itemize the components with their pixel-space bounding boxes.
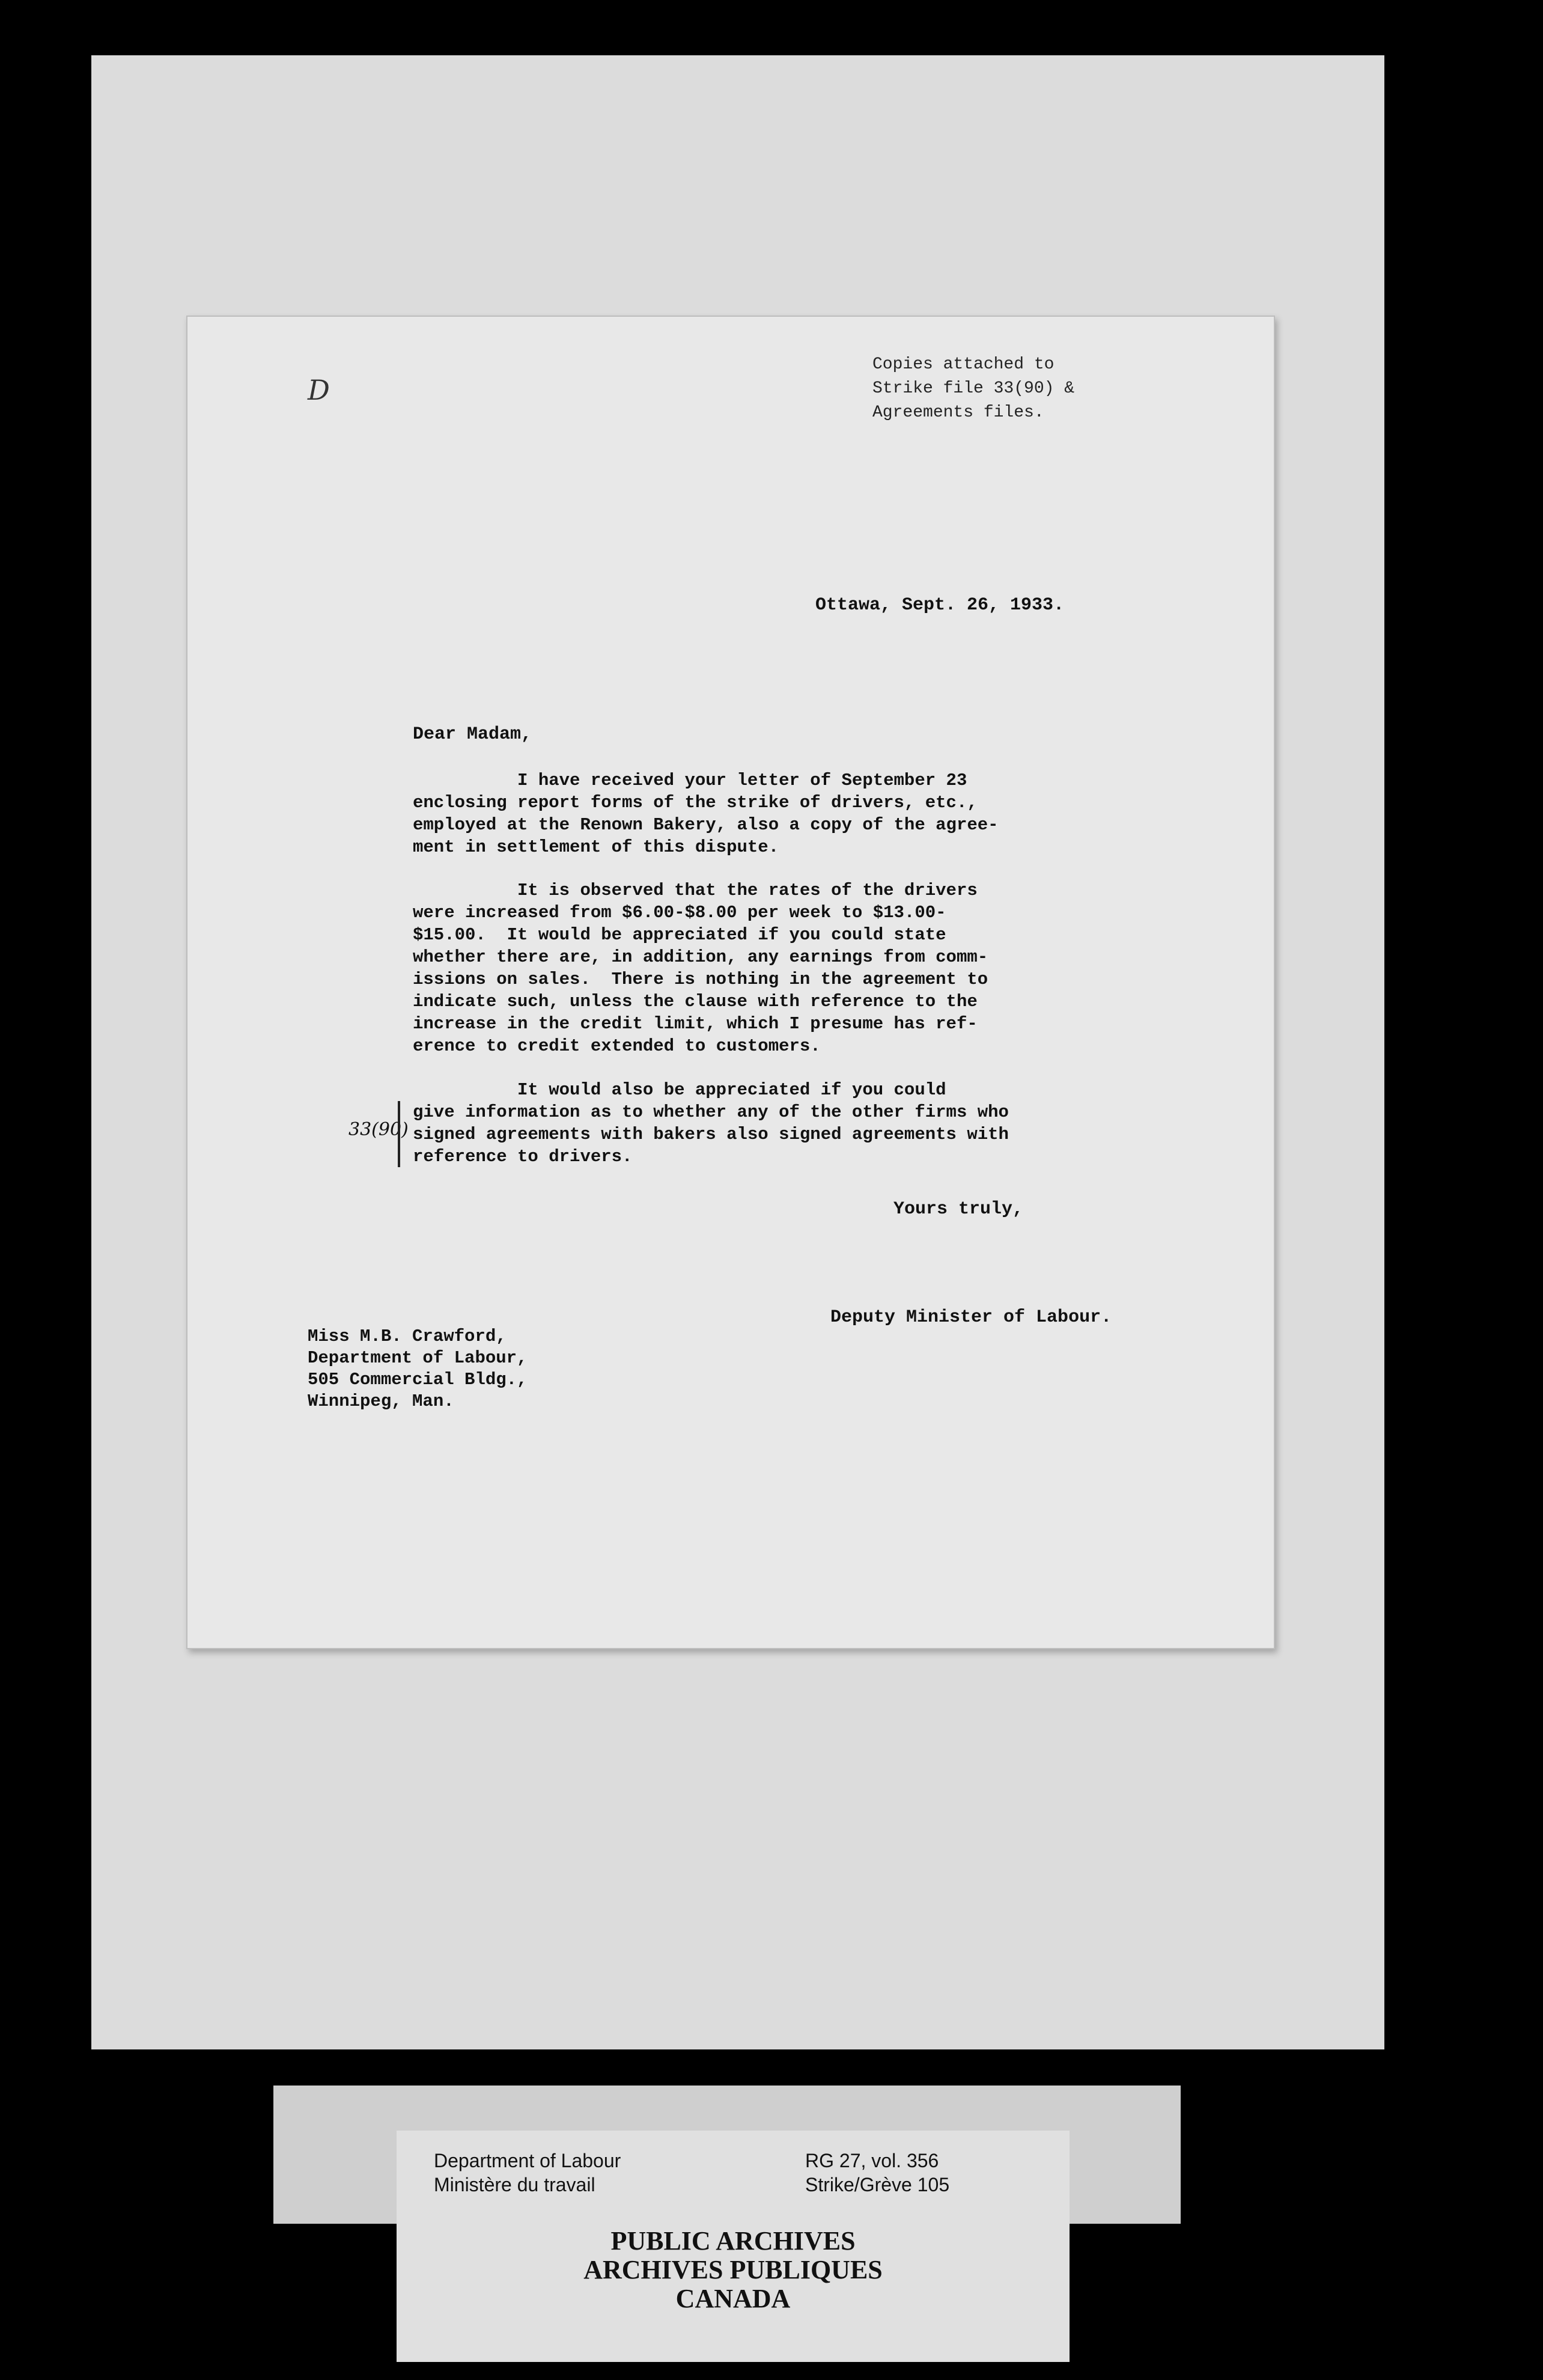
body-line: It would also be appreciated if you could — [413, 1080, 946, 1100]
address-line: Department of Labour, — [308, 1348, 528, 1368]
label-ref-strike: Strike/Grève 105 — [805, 2174, 950, 2195]
address-line: Winnipeg, Man. — [308, 1391, 454, 1411]
body-line: give information as to whether any of the other firms who — [413, 1102, 1009, 1122]
body-line: I have received your letter of September 23 — [413, 770, 967, 790]
body-line: ment in settlement of this dispute. — [413, 837, 779, 857]
body-line: were increased from $6.00-$8.00 per week to $13.00- — [413, 903, 946, 923]
body-line: whether there are, in addition, any earnings from comm- — [413, 947, 988, 967]
stamp-line: PUBLIC ARCHIVES — [610, 2226, 856, 2256]
address-line: 505 Commercial Bldg., — [308, 1370, 528, 1390]
address-line: Miss M.B. Crawford, — [308, 1326, 507, 1346]
handwritten-mark: D — [308, 374, 330, 406]
body-line: increase in the credit limit, which I presume has ref- — [413, 1014, 978, 1034]
closing: Yours truly, — [893, 1199, 1024, 1219]
body-line: enclosing report forms of the strike of drivers, etc., — [413, 793, 978, 813]
letter-page — [186, 316, 1275, 1649]
body-line: indicate such, unless the clause with reference to the — [413, 992, 978, 1012]
signature-title: Deputy Minister of Labour. — [830, 1307, 1112, 1328]
label-ref-volume: RG 27, vol. 356 — [805, 2150, 939, 2171]
copies-note: Copies attached to Strike file 33(90) & Agreements files. — [872, 355, 1075, 422]
stamp-line: ARCHIVES PUBLIQUES — [583, 2255, 883, 2284]
stamp-line: CANADA — [675, 2284, 791, 2313]
body-line: reference to drivers. — [413, 1147, 633, 1167]
body-line: signed agreements with bakers also signed agreements with — [413, 1124, 1009, 1144]
label-dept-en: Department of Labour — [434, 2150, 621, 2171]
body-line: employed at the Renown Bakery, also a copy of the agree- — [413, 815, 999, 835]
body-line: It is observed that the rates of the drivers — [413, 880, 978, 900]
body-line: issions on sales. There is nothing in the agreement to — [413, 969, 988, 989]
salutation: Dear Madam, — [413, 724, 532, 745]
body-line: $15.00. It would be appreciated if you could state — [413, 925, 946, 945]
body-line: erence to credit extended to customers. — [413, 1036, 821, 1056]
letter-date: Ottawa, Sept. 26, 1933. — [815, 595, 1065, 615]
label-dept-fr: Ministère du travail — [434, 2174, 595, 2195]
margin-file-note: 33(90) — [348, 1119, 409, 1140]
archives-stamp — [397, 2227, 1070, 2313]
margin-bracket — [398, 1101, 404, 1167]
